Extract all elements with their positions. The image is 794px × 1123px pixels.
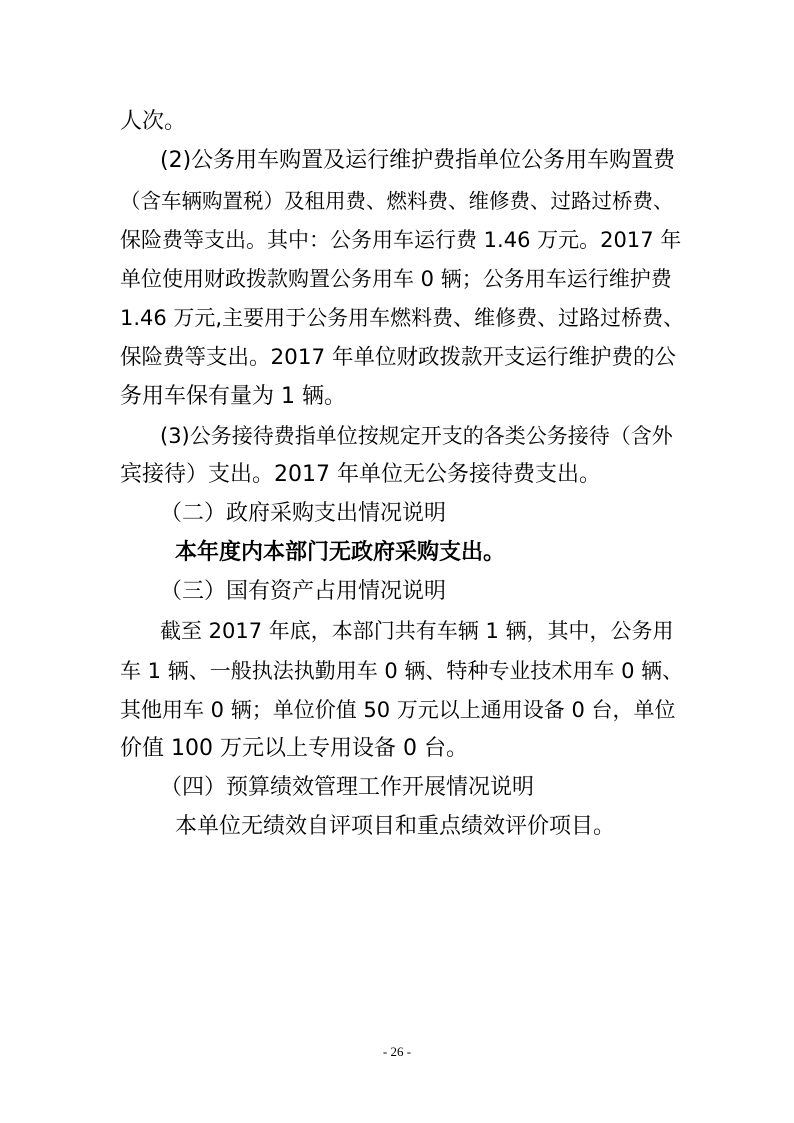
text-line: 车 1 辆、一般执法执勤用车 0 辆、特种专业技术用车 0 辆、: [120, 659, 684, 683]
text-line: 价值 100 万元以上专用设备 0 台。: [120, 736, 468, 761]
section-heading: （二）政府采购支出情况说明: [160, 501, 447, 526]
page-number: - 26 -: [382, 1044, 412, 1059]
section-heading: （四）预算绩效管理工作开展情况说明: [160, 775, 535, 800]
text-line: 保险费等支出。其中：公务用车运行费 1.46 万元。2017 年: [120, 228, 682, 252]
text-line: 宾接待）支出。2017 年单位无公务接待费支出。: [120, 462, 601, 487]
text-line: 保险费等支出。2017 年单位财政拨款开支运行维护费的公: [120, 345, 677, 370]
section-heading: （三）国有资产占用情况说明: [160, 579, 447, 604]
text-line: (3)公务接待费指单位按规定开支的各类公务接待（含外: [160, 424, 673, 448]
bold-statement: 本年度内本部门无政府采购支出。: [175, 540, 506, 565]
text-line: 其他用车 0 辆；单位价值 50 万元以上通用设备 0 台，单位: [120, 698, 676, 722]
text-line: (2)公务用车购置及运行维护费指单位公务用车购置费: [160, 148, 676, 173]
text-line: 单位使用财政拨款购置公务用车 0 辆；公务用车运行维护费: [120, 267, 672, 291]
text-line: 本单位无绩效自评项目和重点绩效评价项目。: [175, 814, 616, 839]
text-line: 务用车保有量为 1 辆。: [120, 384, 346, 409]
text-line: 人次。: [120, 109, 187, 134]
text-line: （含车辆购置税）及租用费、燃料费、维修费、过路过桥费、: [120, 189, 674, 213]
text-line: 截至 2017 年底，本部门共有车辆 1 辆，其中，公务用: [160, 619, 674, 643]
text-line: 1.46 万元,主要用于公务用车燃料费、维修费、过路过桥费、: [120, 306, 685, 330]
